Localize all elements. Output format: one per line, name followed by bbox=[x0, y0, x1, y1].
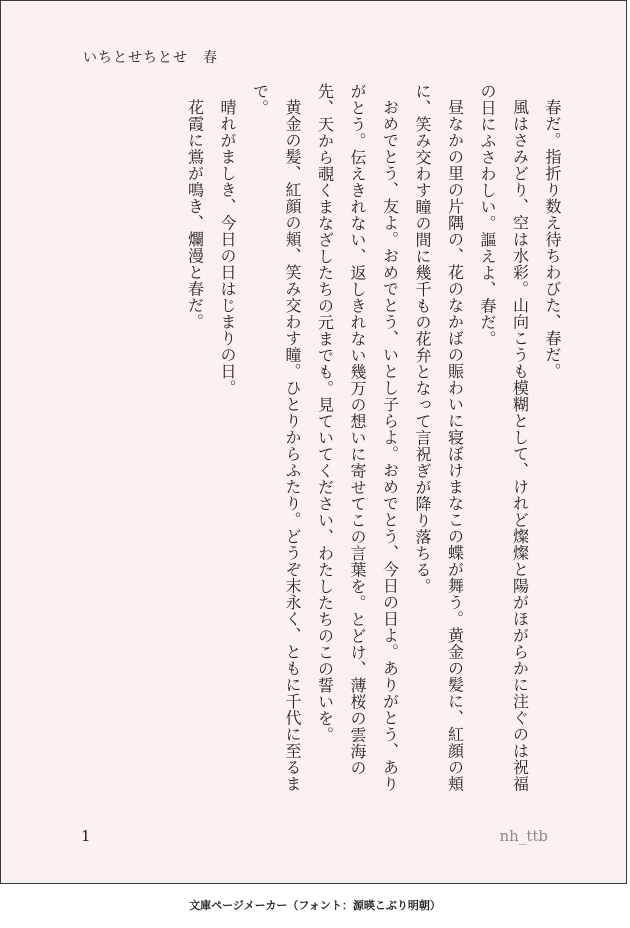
footer-credit: 文庫ページメーカー（フォント：源暎こぶり明朝） bbox=[189, 899, 441, 912]
author-id: nh_ttb bbox=[499, 827, 548, 845]
page-number: 1 bbox=[81, 827, 91, 845]
paragraph: 風はさみどり、空は水彩。山向こうも模糊として、けれど燦燦と陽がほがらかに注ぐのは祝福の日にふさわしい。謳えよ、春だ。 bbox=[478, 83, 530, 792]
body-text bbox=[178, 83, 568, 803]
paragraph: 花霞に鴬が鳴き、爛漫と春だ。 bbox=[185, 99, 205, 330]
running-title: いちとせちとせ 春 bbox=[83, 50, 218, 66]
paragraph: 春だ。指折り数え待ちわびた、春だ。 bbox=[543, 99, 562, 380]
paragraph: おめでとう、友よ。おめでとう、いとし子らよ。おめでとう、今日の日よ。ありがとう、ありがとう。伝えきれない、返しきれない幾万の想いに寄せてこの言葉を。とどけ、薄桜の雲海の先、天から覗くまなざしたちの元までも。見ていてください、わたしたちのこの誓いを。 bbox=[315, 83, 400, 792]
paragraph: 晴れがましき、今日の日はじまりの日。 bbox=[218, 99, 237, 396]
paragraph: 黄金の髪、紅顔の頬、笑み交わす瞳。ひとりからふたり。どうぞ末永く、ともに千代に至るまで。 bbox=[250, 83, 302, 792]
paragraph: 昼なかの里の片隅の、花のなかばの賑わいに寝ぼけまなこの蝶が舞う。黄金の髪に、紅顔の頬に、笑み交わす瞳の間に幾千もの花弁となって言祝ぎが降り落ちる。 bbox=[413, 83, 465, 792]
